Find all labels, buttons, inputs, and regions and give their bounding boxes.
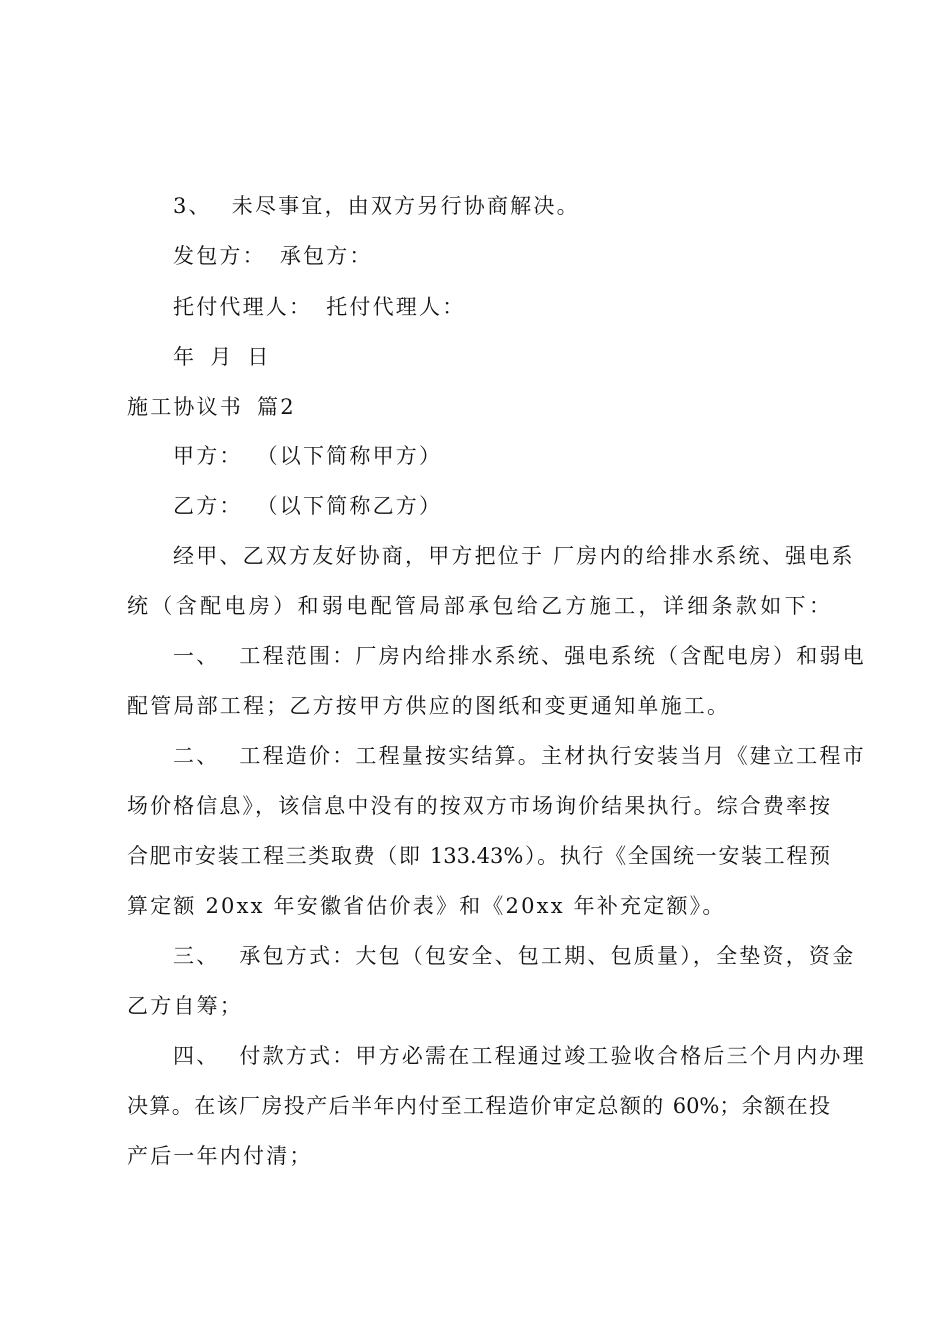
clause-1-line-1 bbox=[173, 641, 866, 671]
clause-2-line-1 bbox=[173, 741, 866, 771]
clause-text: 付款方式：甲方必需在工程通过竣工验收合格后三个月内办理 bbox=[239, 1044, 866, 1068]
clause-number: 二、 bbox=[173, 744, 220, 768]
party-b-label: 承包方： bbox=[279, 244, 373, 268]
clause-text: 承包方式：大包（包安全、包工期、包质量），全垫资，资金 bbox=[239, 944, 856, 968]
clause-number: 四、 bbox=[173, 1044, 220, 1068]
party-a-note: （以下简称甲方） bbox=[256, 444, 443, 468]
party-a-label: 甲方： bbox=[173, 444, 243, 468]
party-a-line bbox=[173, 441, 442, 471]
item-number: 3、 bbox=[173, 194, 212, 218]
clause-2-line-4: 算定额 20xx 年安徽省估价表》和《20xx 年补充定额》。 bbox=[127, 894, 726, 918]
agent-a-label: 托付代理人： bbox=[173, 295, 313, 319]
date-year: 年 bbox=[173, 345, 197, 369]
intro-paragraph-line-2: 统（含配电房）和弱电配管局部承包给乙方施工，详细条款如下： bbox=[127, 594, 830, 618]
date-day: 日 bbox=[247, 345, 271, 369]
clause-3-line-1 bbox=[173, 941, 855, 971]
section-heading bbox=[127, 392, 296, 422]
party-b-label: 乙方： bbox=[173, 494, 243, 518]
clause-4-line-2: 决算。在该厂房投产后半年内付至工程造价审定总额的 60%；余额在投 bbox=[127, 1094, 830, 1118]
clause-number: 三、 bbox=[173, 944, 220, 968]
signature-parties-line bbox=[173, 241, 373, 271]
section-title: 施工协议书 bbox=[127, 395, 243, 419]
agent-b-label: 托付代理人： bbox=[326, 295, 466, 319]
clause-1-line-2: 配管局部工程；乙方按甲方供应的图纸和变更通知单施工。 bbox=[127, 694, 731, 718]
clause-2-line-2: 场价格信息》，该信息中没有的按双方市场询价结果执行。综合费率按 bbox=[127, 794, 830, 818]
clause-4-line-1 bbox=[173, 1041, 866, 1071]
clause-4-line-3: 产后一年内付清； bbox=[127, 1144, 313, 1168]
closing-item-3 bbox=[173, 191, 580, 221]
clause-3-line-2: 乙方自筹； bbox=[127, 994, 243, 1018]
intro-paragraph-line-1 bbox=[173, 541, 855, 571]
item-text: 未尽事宜，由双方另行协商解决。 bbox=[231, 194, 580, 218]
clause-number: 一、 bbox=[173, 644, 220, 668]
date-line bbox=[173, 342, 271, 372]
clause-text: 工程范围：厂房内给排水系统、强电系统（含配电房）和弱电 bbox=[239, 644, 866, 668]
party-a-label: 发包方： bbox=[173, 244, 266, 268]
signature-agents-line bbox=[173, 292, 465, 322]
date-month: 月 bbox=[210, 345, 234, 369]
party-b-line bbox=[173, 491, 442, 521]
section-title-suffix: 篇2 bbox=[257, 395, 296, 419]
party-b-note: （以下简称乙方） bbox=[256, 494, 443, 518]
clause-2-line-3: 合肥市安装工程三类取费（即 133.43%）。执行《全国统一安装工程预 bbox=[127, 844, 830, 868]
intro-text: 经甲、乙双方友好协商，甲方把位于 厂房内的给排水系统、强电系 bbox=[173, 544, 855, 568]
clause-text: 工程造价：工程量按实结算。主材执行安装当月《建立工程市 bbox=[239, 744, 866, 768]
